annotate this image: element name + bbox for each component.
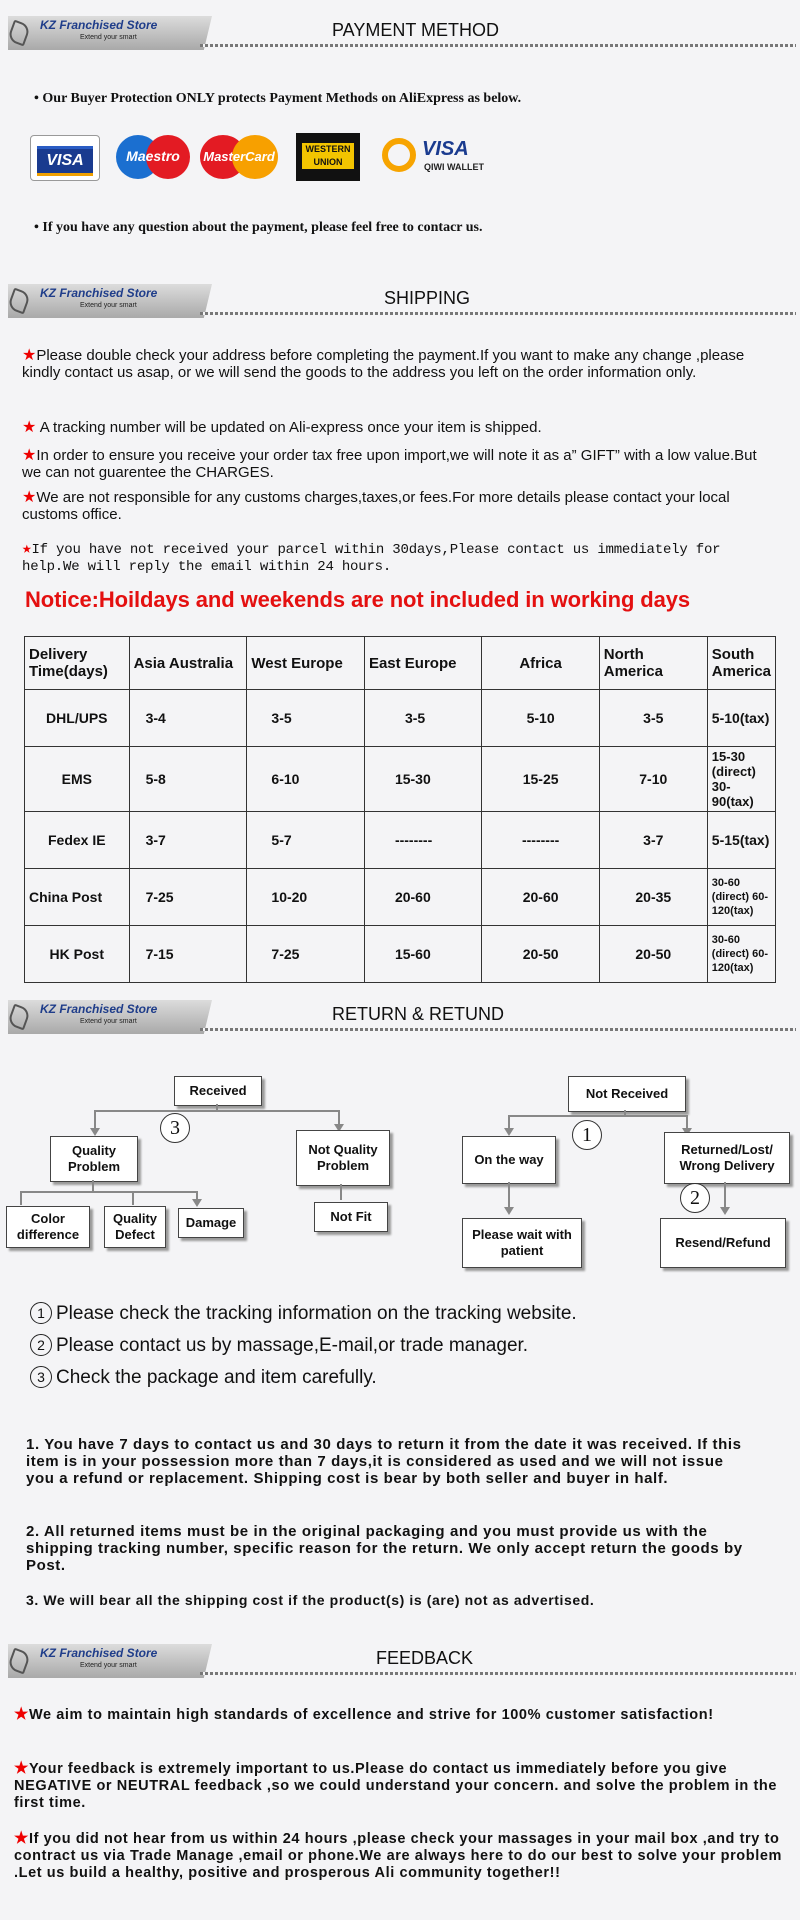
star-icon: ★ [22, 419, 37, 436]
list-item: 1. You have 7 days to contact us and 30 days to return it from the date it was received. If this item is in your possession more than 7 days,it is considered as used and we will not issue you a refund or replacement. Shipping cost is bear by both seller and buyer in half. [26, 1436, 742, 1487]
table-header-cell: North America [599, 637, 707, 690]
color-difference-box: Color difference [6, 1206, 90, 1248]
table-cell: 6-10 [247, 747, 365, 812]
list-item: ★Please double check your address before completing the payment.If you want to make any change ,please kindly contact us asap, or we will send the goods to the address you left on the order information only. [22, 347, 745, 381]
step-3-badge: 3 [160, 1113, 190, 1143]
table-cell: 15-60 [364, 926, 482, 983]
table-cell: 20-50 [599, 926, 707, 983]
quality-defect-box: Quality Defect [104, 1206, 166, 1248]
table-cell: 3-5 [364, 690, 482, 747]
star-icon: ★ [22, 347, 37, 364]
section-header-payment [0, 12, 800, 52]
table-cell: 15-30 (direct) 30-90(tax) [707, 747, 775, 812]
table-cell: 5-7 [247, 812, 365, 869]
table-cell: DHL/UPS [25, 690, 130, 747]
payment-question: • If you have any question about the payment, please feel free to contacr us. [34, 220, 483, 235]
number-badge: 3 [30, 1366, 52, 1388]
received-box: Received [174, 1076, 262, 1106]
store-slogan: Extend your smart [80, 302, 137, 309]
on-the-way-box: On the way [462, 1136, 556, 1184]
table-cell: EMS [25, 747, 130, 812]
table-header-row [25, 637, 776, 690]
table-cell: 3-7 [129, 812, 247, 869]
store-slogan: Extend your smart [80, 1662, 137, 1669]
section-title: PAYMENT METHOD [332, 20, 500, 40]
store-name: KZ Franchised Store [40, 1002, 158, 1016]
table-cell: 5-8 [129, 747, 247, 812]
table-cell: 5-15(tax) [707, 812, 775, 869]
western-union-icon: WESTERN UNION [296, 133, 360, 181]
table-row [25, 812, 776, 869]
table-row [25, 690, 776, 747]
star-icon: ★ [14, 1760, 29, 1777]
table-cell: 20-50 [482, 926, 599, 983]
store-slogan: Extend your smart [80, 1018, 137, 1025]
list-item: ★If you did not hear from us within 24 hours ,please check your massages in your mail box ,and try to contract us via Trade Manage ,email or phone.We are always here to do our best to solve your problem .Let us build a healthy, positive and prosperous Ali community together!! [14, 1830, 783, 1881]
table-cell: -------- [364, 812, 482, 869]
table-header-cell: Delivery Time(days) [25, 637, 130, 690]
table-row [25, 926, 776, 983]
number-badge: 2 [30, 1334, 52, 1356]
step-1-badge: 1 [572, 1120, 602, 1150]
star-icon: ★ [22, 447, 37, 464]
table-header-cell: West Europe [247, 637, 365, 690]
table-cell: 3-7 [599, 812, 707, 869]
table-cell: -------- [482, 812, 599, 869]
header-rule [200, 1028, 796, 1031]
store-slogan: Extend your smart [80, 34, 137, 41]
section-title: SHIPPING [384, 288, 471, 308]
table-cell: 30-60 (direct) 60-120(tax) [707, 926, 775, 983]
table-cell: 20-35 [599, 869, 707, 926]
table-cell: 7-25 [129, 869, 247, 926]
qiwi-wallet-icon: VISA QIWI WALLET [382, 134, 502, 180]
visa-card-icon: VISA [30, 135, 100, 181]
quality-problem-box: Quality Problem [50, 1136, 138, 1182]
table-cell: HK Post [25, 926, 130, 983]
list-item: 2 Please contact us by massage,E-mail,or trade manager. [30, 1334, 528, 1357]
table-cell: 3-5 [247, 690, 365, 747]
notice-text: Notice:Hoildays and weekends are not included in working days [25, 587, 691, 612]
table-cell: 7-25 [247, 926, 365, 983]
list-item: ★We are not responsible for any customs charges,taxes,or fees.For more details please contact your local customs office. [22, 489, 730, 523]
store-name: KZ Franchised Store [40, 1646, 158, 1660]
star-icon: ★ [14, 1830, 29, 1847]
star-icon: ★ [22, 540, 32, 558]
table-cell: 7-15 [129, 926, 247, 983]
store-name: KZ Franchised Store [40, 286, 158, 300]
table-header-cell: South America [707, 637, 775, 690]
not-received-box: Not Received [568, 1076, 686, 1112]
list-item: ★We aim to maintain high standards of excellence and strive for 100% customer satisfaction! [14, 1706, 714, 1723]
list-item: ★In order to ensure you receive your order tax free upon import,we will note it as a” GIFT” with a low value.But we can not guarentee the CHARGES. [22, 447, 757, 481]
list-item: ★ A tracking number will be updated on Ali-express once your item is shipped. [22, 419, 542, 436]
table-cell: 20-60 [364, 869, 482, 926]
header-rule [200, 44, 796, 47]
table-cell: 30-60 (direct) 60-120(tax) [707, 869, 775, 926]
table-row [25, 869, 776, 926]
table-row [25, 747, 776, 812]
table-cell: 3-4 [129, 690, 247, 747]
number-badge: 1 [30, 1302, 52, 1324]
table-cell: 3-5 [599, 690, 707, 747]
table-cell: 5-10(tax) [707, 690, 775, 747]
section-title: FEEDBACK [376, 1648, 474, 1668]
resend-refund-box: Resend/Refund [660, 1218, 786, 1268]
table-cell: 15-25 [482, 747, 599, 812]
section-header-return [0, 996, 800, 1036]
damage-box: Damage [178, 1208, 244, 1238]
list-item: 3 Check the package and item carefully. [30, 1366, 377, 1389]
table-cell: Fedex IE [25, 812, 130, 869]
not-quality-box: Not Quality Problem [296, 1130, 390, 1186]
section-header-shipping [0, 280, 800, 320]
maestro-card-icon: Maestro [116, 135, 190, 179]
mastercard-icon: MasterCard [200, 135, 278, 179]
list-item: ★Your feedback is extremely important to us.Please do contact us immediately before you give NEGATIVE or NEUTRAL feedback ,so we could understand your concern. and solve the problem in the first time. [14, 1760, 778, 1811]
list-item: ★If you have not received your parcel within 30days,Please contact us immediately for help.We will reply the email within 24 hours. [22, 540, 721, 575]
not-fit-box: Not Fit [314, 1202, 388, 1232]
lost-wrong-box: Returned/Lost/ Wrong Delivery [664, 1132, 790, 1184]
header-rule [200, 1672, 796, 1675]
star-icon: ★ [14, 1706, 29, 1723]
payment-note: • Our Buyer Protection ONLY protects Payment Methods on AliExpress as below. [34, 91, 522, 106]
star-icon: ★ [22, 489, 37, 506]
table-header-cell: Asia Australia [129, 637, 247, 690]
list-item: 3. We will bear all the shipping cost if the product(s) is (are) not as advertised. [26, 1592, 595, 1608]
table-cell: 7-10 [599, 747, 707, 812]
list-item: 2. All returned items must be in the original packaging and you must provide us with the shipping tracking number, specific reason for the return. We only accept return the goods by Post. [26, 1523, 743, 1574]
list-item: 1 Please check the tracking information on the tracking website. [30, 1302, 577, 1325]
table-header-cell: Africa [482, 637, 599, 690]
table-header-cell: East Europe [364, 637, 482, 690]
section-header-feedback [0, 1640, 800, 1680]
step-2-badge: 2 [680, 1183, 710, 1213]
please-wait-box: Please wait with patient [462, 1218, 582, 1268]
table-cell: 15-30 [364, 747, 482, 812]
table-cell: China Post [25, 869, 130, 926]
table-cell: 20-60 [482, 869, 599, 926]
table-cell: 10-20 [247, 869, 365, 926]
section-title: RETURN & RETUND [332, 1004, 505, 1024]
store-name: KZ Franchised Store [40, 18, 158, 32]
shipping-table [24, 636, 776, 983]
header-rule [200, 312, 796, 315]
table-cell: 5-10 [482, 690, 599, 747]
